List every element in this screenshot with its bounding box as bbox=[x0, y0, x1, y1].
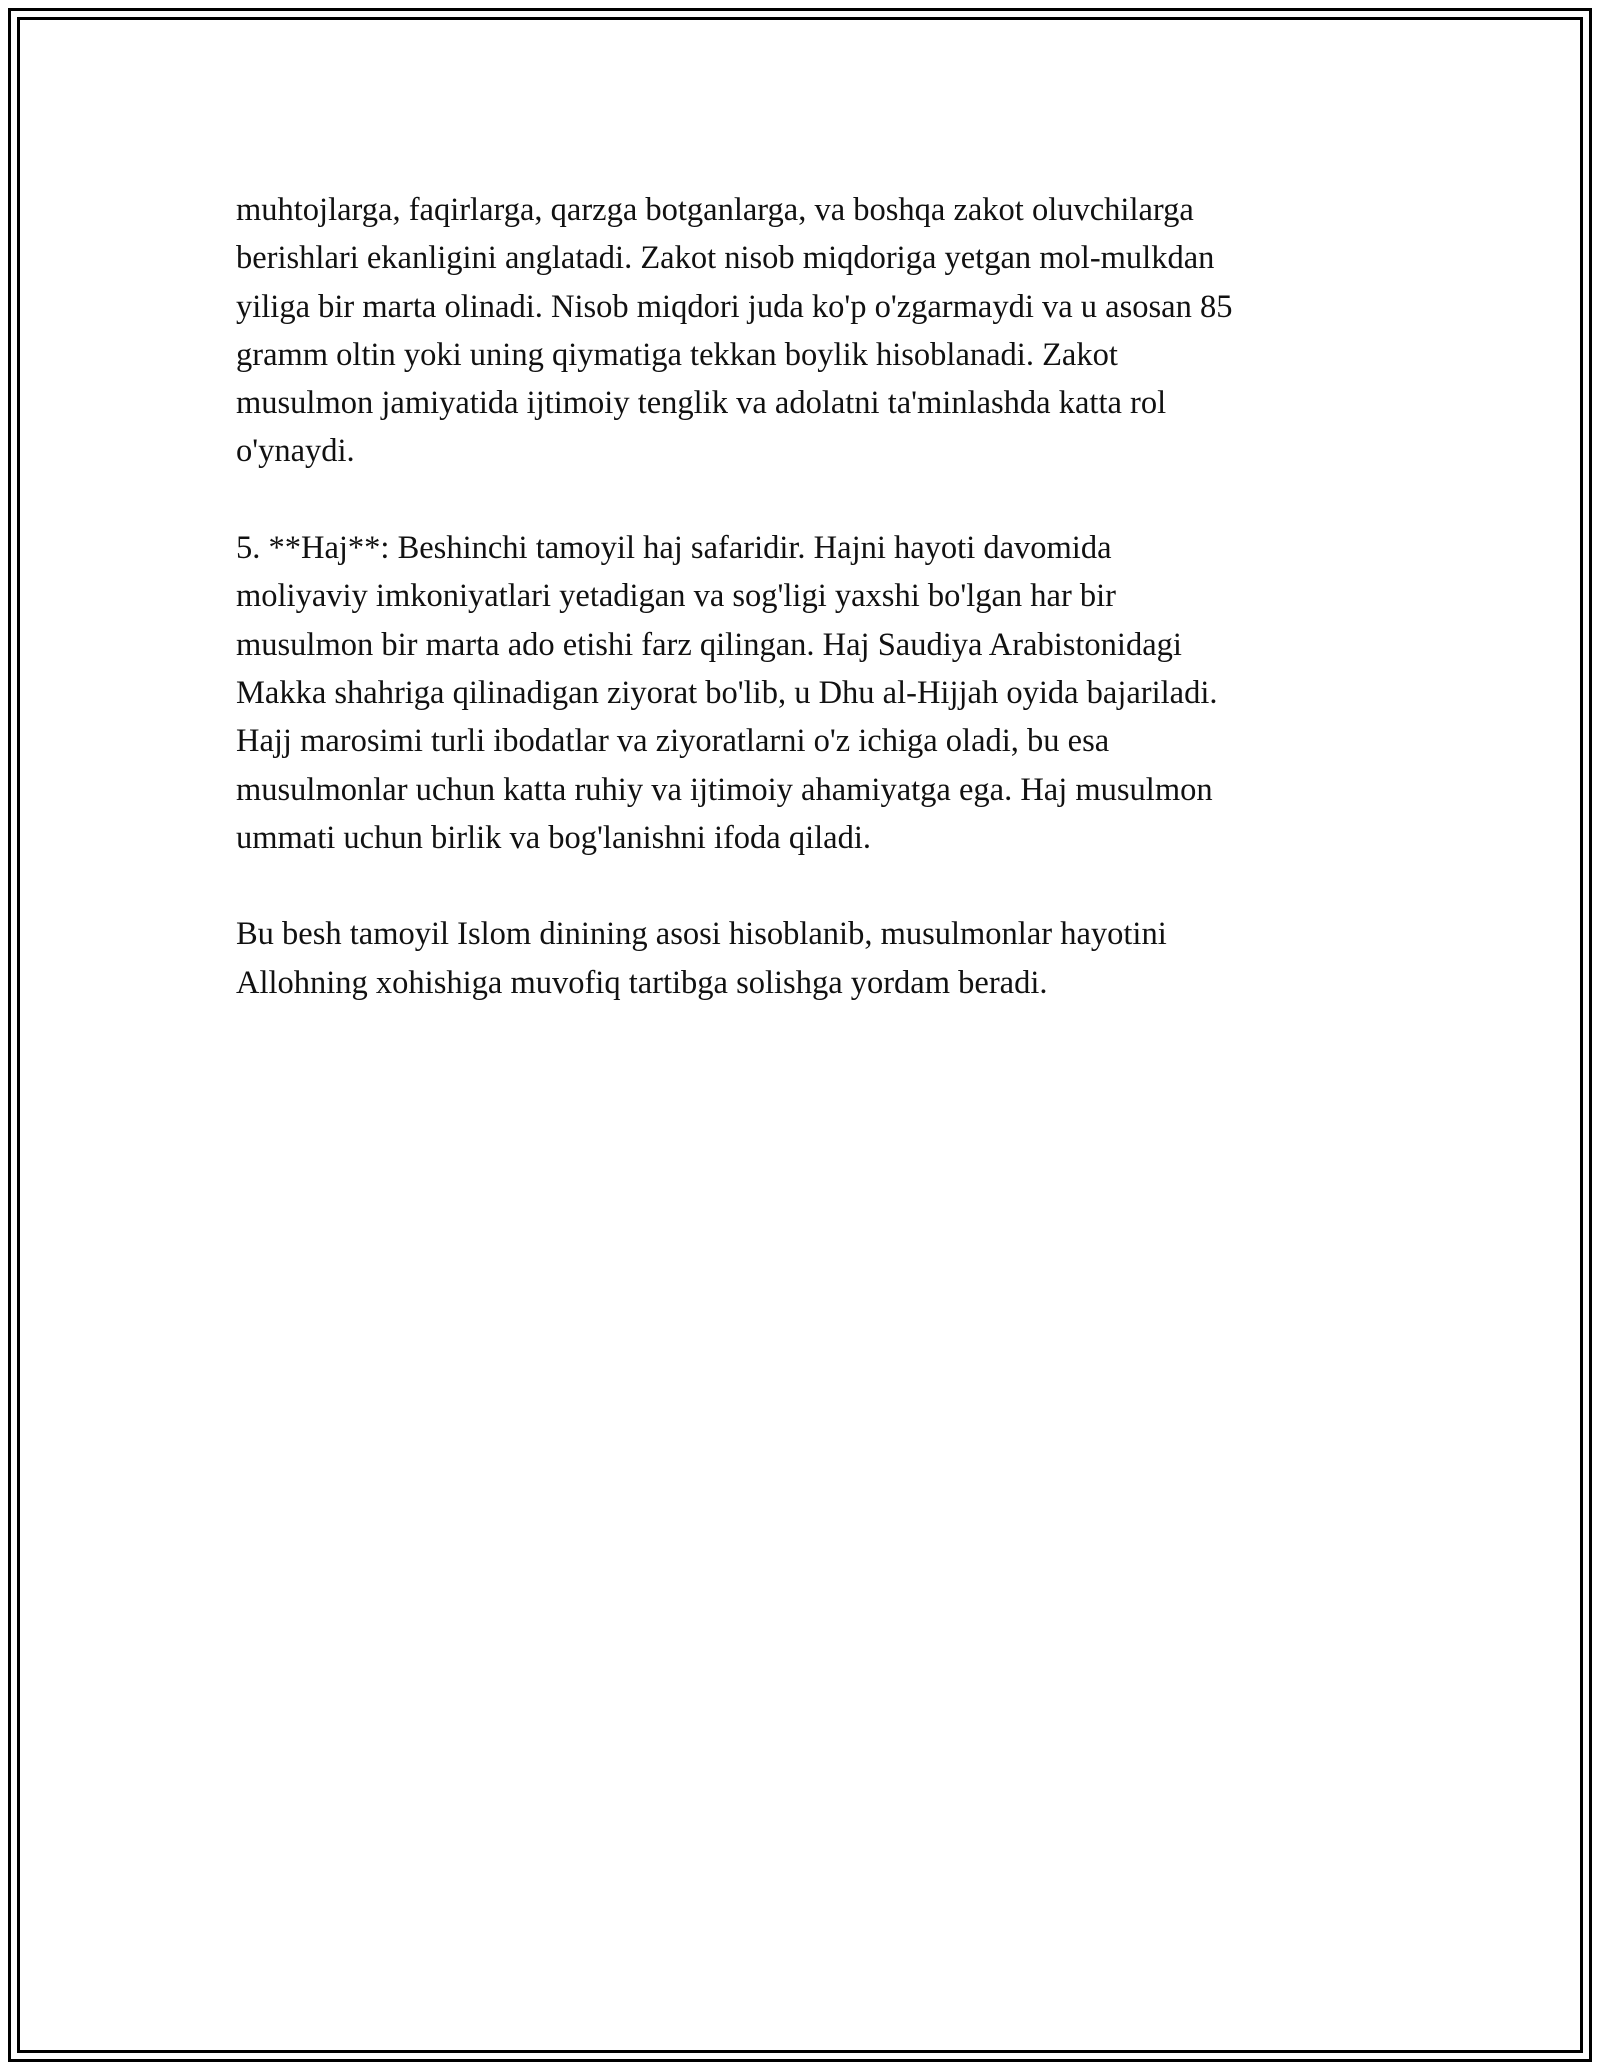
paragraph-zakot-continuation: muhtojlarga, faqirlarga, qarzga botganlarga, va boshqa zakot oluvchilarga berishlari ekanligini anglatadi. Zakot nisob miqdoriga yetgan mol-mulkdan yiliga bir marta olinadi. Nisob miqdori juda ko'p o'zgarmaydi va u asosan 85 gramm oltin yoki uning qiymatiga tekkan boylik hisoblanadi. Zakot musulmon jamiyatida ijtimoiy tenglik va adolatni ta'minlashda katta rol o'ynaydi. bbox=[236, 192, 1233, 470]
document-body bbox=[236, 186, 1396, 1055]
paragraph-conclusion: Bu besh tamoyil Islom dinining asosi hisoblanib, musulmonlar hayotini Allohning xohishiga muvofiq tartibga solishga yordam beradi. bbox=[236, 916, 1167, 1001]
paragraph-haj: 5. **Haj**: Beshinchi tamoyil haj safaridir. Hajni hayoti davomida moliyaviy imkoniyatlari yetadigan va sog'ligi yaxshi bo'lgan har bir musulmon bir marta ado etishi farz qilingan. Haj Saudiya Arabistonidagi Makka shahriga qilinadigan ziyorat bo'lib, u Dhu al-Hijjah oyida bajariladi. Hajj marosimi turli ibodatlar va ziyoratlarni o'z ichiga oladi, bu esa musulmonlar uchun katta ruhiy va ijtimoiy ahamiyatga ega. Haj musulmon ummati uchun birlik va bog'lanishni ifoda qiladi. bbox=[236, 530, 1218, 856]
